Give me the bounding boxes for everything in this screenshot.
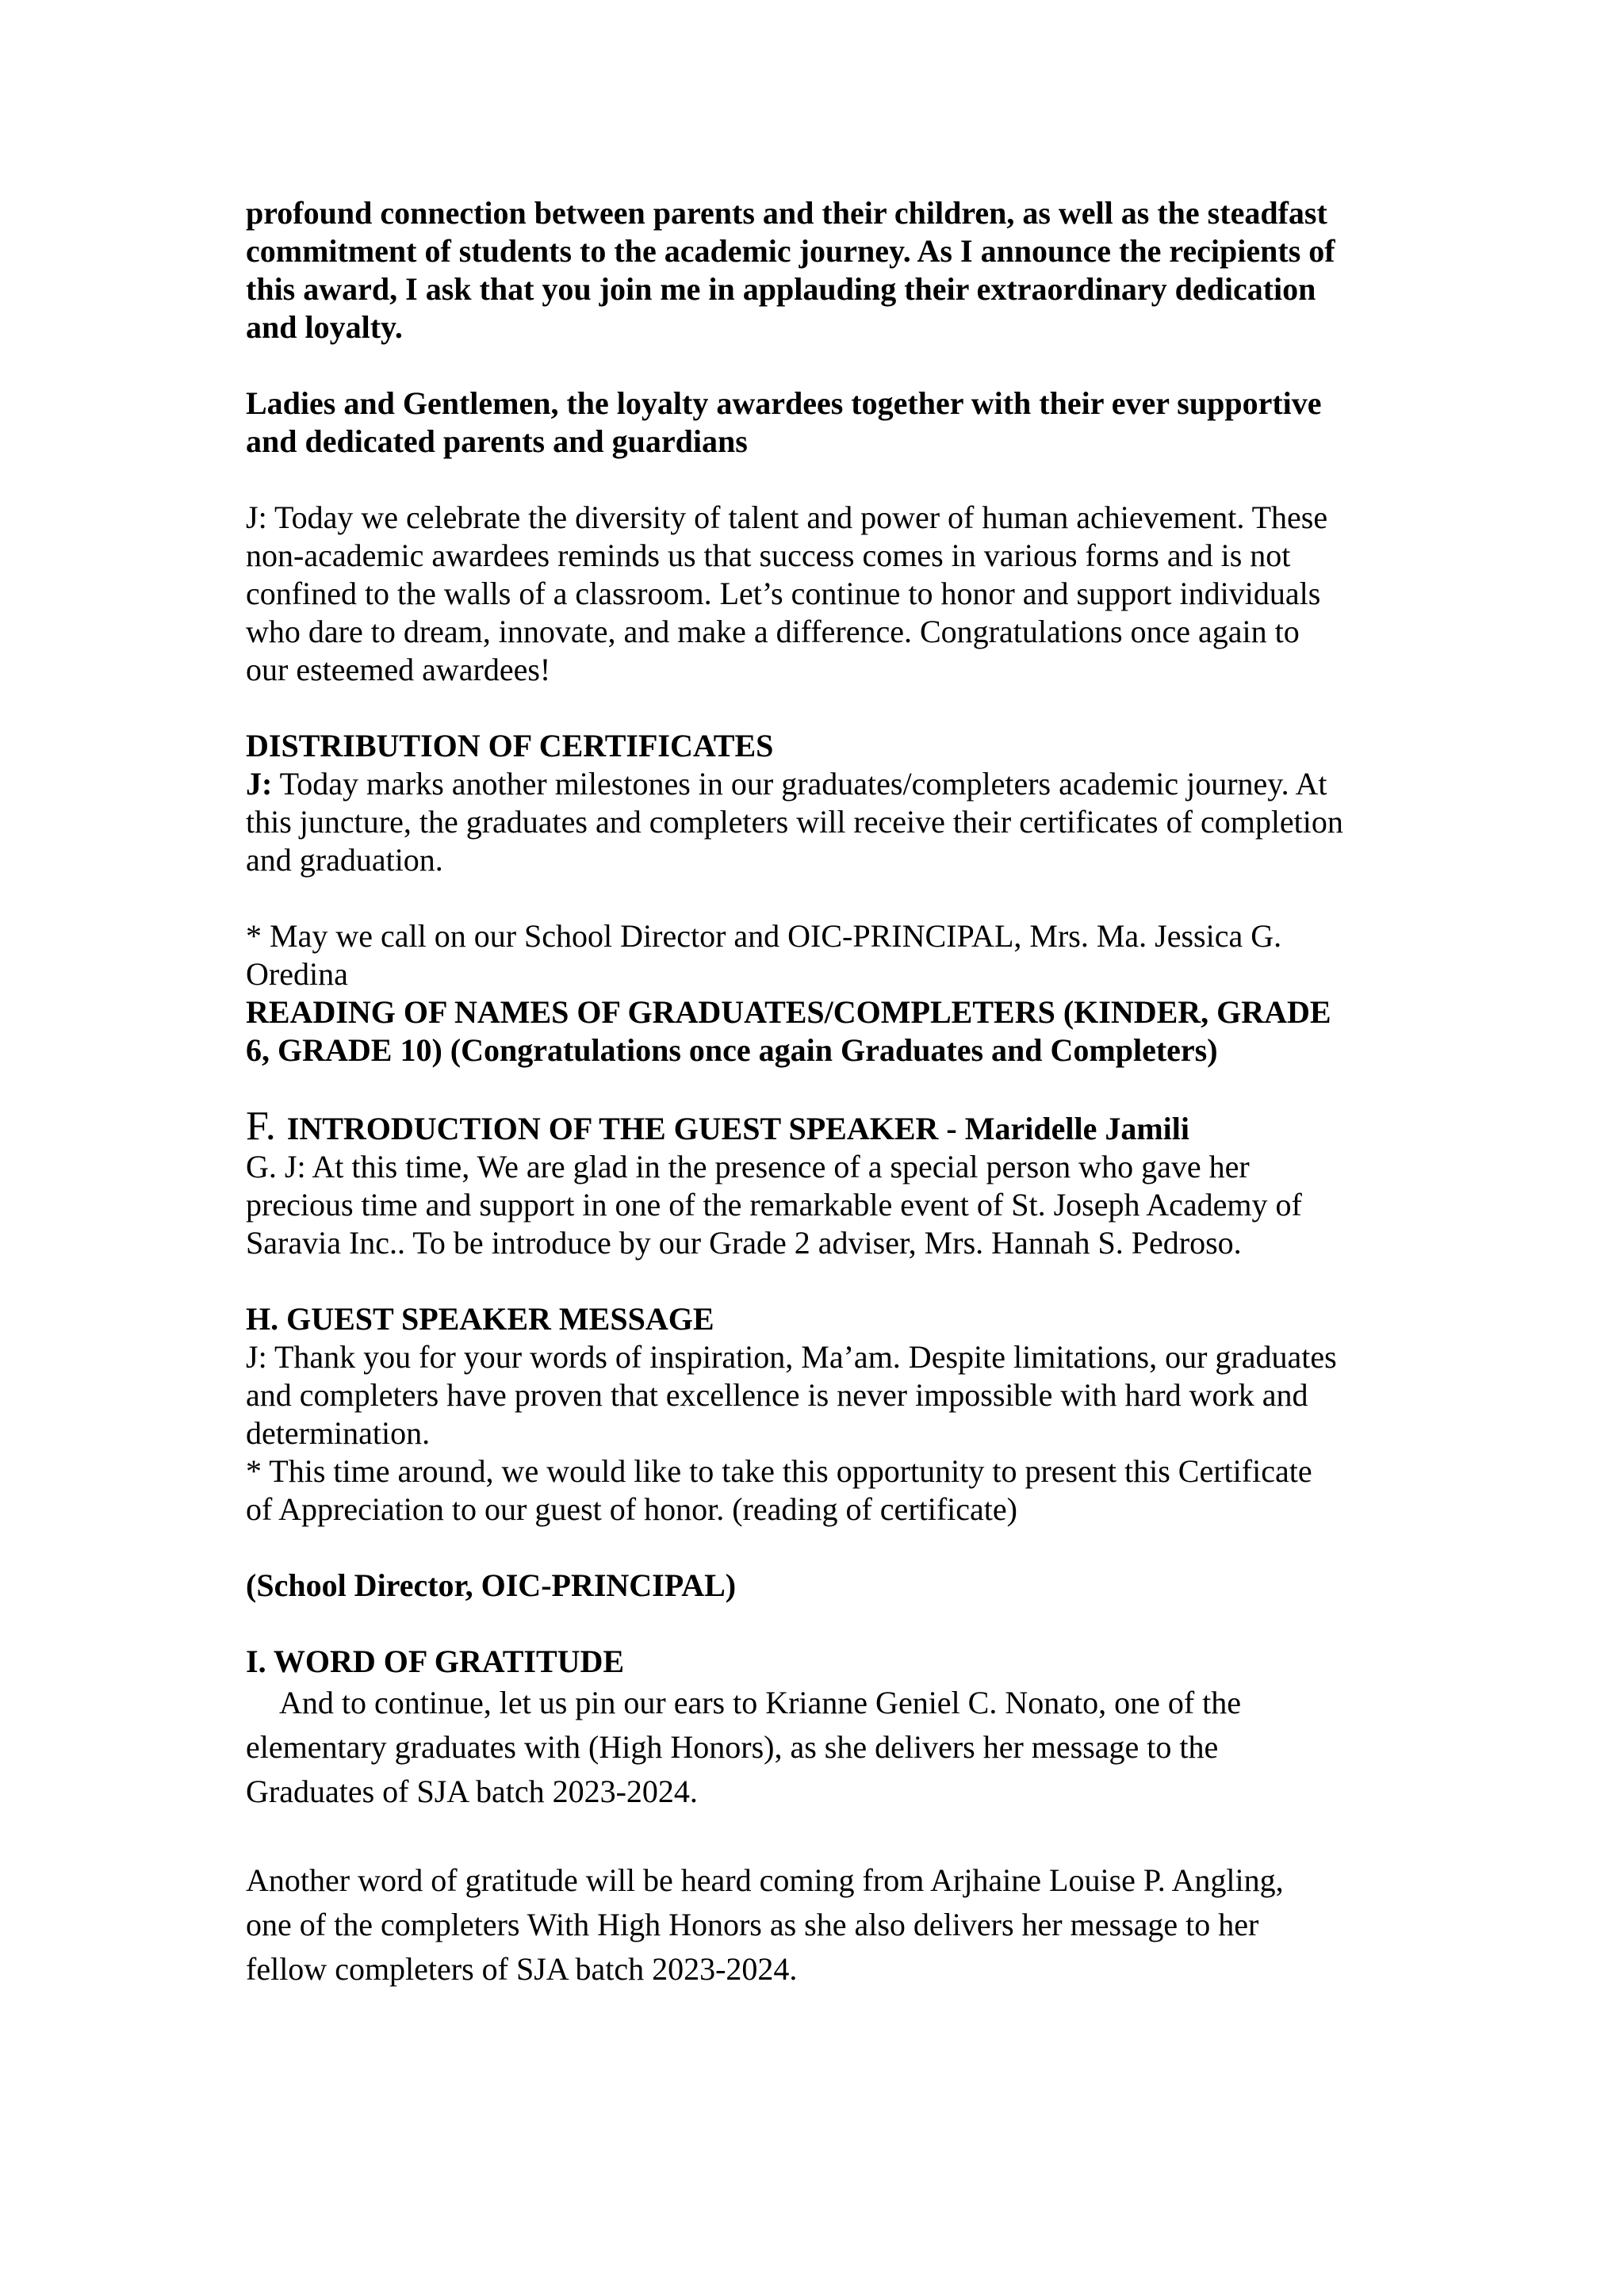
speaker-label: J: <box>246 766 273 802</box>
text-line: commitment of students to the academic journey. As I announce the recipients of <box>246 233 1335 269</box>
spacer <box>246 879 1396 917</box>
another-paragraph <box>246 1858 1396 1992</box>
text-line: * May we call on our School Director and OIC-PRINCIPAL, Mrs. Ma. Jessica G. <box>246 918 1282 954</box>
section-h <box>246 1300 1396 1529</box>
spacer <box>246 461 1396 499</box>
distribution-section <box>246 727 1396 879</box>
text-line: READING OF NAMES OF GRADUATES/COMPLETERS (KINDER, GRADE <box>246 994 1331 1030</box>
text-span: Today marks another milestones in our graduates/completers academic journey. At <box>272 766 1327 802</box>
text-line: Saravia Inc.. To be introduce by our Grade 2 adviser, Mrs. Hannah S. Pedroso. <box>246 1225 1242 1261</box>
text-line: determination. <box>246 1415 431 1451</box>
document-page <box>246 194 1396 1992</box>
text-line: and loyalty. <box>246 309 403 345</box>
text-line: * This time around, we would like to take this opportunity to present this Certificate <box>246 1453 1312 1489</box>
spacer <box>246 1070 1396 1108</box>
section-title: INTRODUCTION OF THE GUEST SPEAKER - Maridelle Jamili <box>286 1111 1190 1146</box>
spacer <box>246 689 1396 727</box>
text-line: precious time and support in one of the remarkable event of St. Joseph Academy of <box>246 1187 1302 1223</box>
text-line: J: Today we celebrate the diversity of talent and power of human achievement. These <box>246 499 1328 535</box>
text-line: Ladies and Gentlemen, the loyalty awardees together with their ever supportive <box>246 385 1322 421</box>
reading-paragraph <box>246 993 1396 1070</box>
spacer <box>246 1814 1396 1858</box>
text-line: of Appreciation to our guest of honor. (reading of certificate) <box>246 1491 1017 1527</box>
text-line: and dedicated parents and guardians <box>246 423 748 459</box>
text-line: Graduates of SJA batch 2023-2024. <box>246 1774 698 1809</box>
text-line: 6, GRADE 10) (Congratulations once again Graduates and Completers) <box>246 1032 1218 1068</box>
intro-paragraph <box>246 194 1396 346</box>
text-line: Another word of gratitude will be heard coming from Arjhaine Louise P. Angling, <box>246 1862 1284 1898</box>
text-line <box>246 1681 1396 1725</box>
spacer <box>246 1529 1396 1567</box>
text-line: elementary graduates with (High Honors), as she delivers her message to the <box>246 1729 1219 1765</box>
text-line <box>246 765 1396 803</box>
text-line: confined to the walls of a classroom. Let’s continue to honor and support individuals <box>246 576 1321 611</box>
call-paragraph <box>246 917 1396 993</box>
section-heading: DISTRIBUTION OF CERTIFICATES <box>246 728 774 763</box>
text-line: G. J: At this time, We are glad in the presence of a special person who gave her <box>246 1149 1250 1184</box>
text-line: J: Thank you for your words of inspiration, Ma’am. Despite limitations, our graduates <box>246 1339 1337 1375</box>
text-line: who dare to dream, innovate, and make a difference. Congratulations once again to <box>246 614 1300 649</box>
section-i <box>246 1643 1396 1814</box>
text-line: this juncture, the graduates and completers will receive their certificates of completion <box>246 804 1343 840</box>
loyalty-paragraph <box>246 385 1396 461</box>
celebrate-paragraph <box>246 499 1396 689</box>
section-letter: F. <box>246 1104 276 1149</box>
director-note: (School Director, OIC-PRINCIPAL) <box>246 1567 737 1603</box>
section-heading: I. WORD OF GRATITUDE <box>246 1644 625 1679</box>
text-line: and graduation. <box>246 842 443 878</box>
text-span: And to continue, let us pin our ears to Krianne Geniel C. Nonato, one of the <box>279 1685 1242 1720</box>
section-f <box>246 1104 1396 1262</box>
section-heading <box>246 1104 1396 1149</box>
text-line: and completers have proven that excellence is never impossible with hard work and <box>246 1377 1308 1413</box>
spacer <box>246 346 1396 385</box>
text-line: Oredina <box>246 956 348 992</box>
spacer <box>246 1262 1396 1300</box>
text-line: fellow completers of SJA batch 2023-2024. <box>246 1951 798 1987</box>
section-heading: H. GUEST SPEAKER MESSAGE <box>246 1301 714 1337</box>
text-line: non-academic awardees reminds us that success comes in various forms and is not <box>246 538 1291 573</box>
text-line: profound connection between parents and their children, as well as the steadfast <box>246 195 1327 231</box>
text-line: one of the completers With High Honors as she also delivers her message to her <box>246 1907 1259 1942</box>
text-line: our esteemed awardees! <box>246 652 551 687</box>
spacer <box>246 1605 1396 1643</box>
text-line: this award, I ask that you join me in applauding their extraordinary dedication <box>246 271 1316 307</box>
